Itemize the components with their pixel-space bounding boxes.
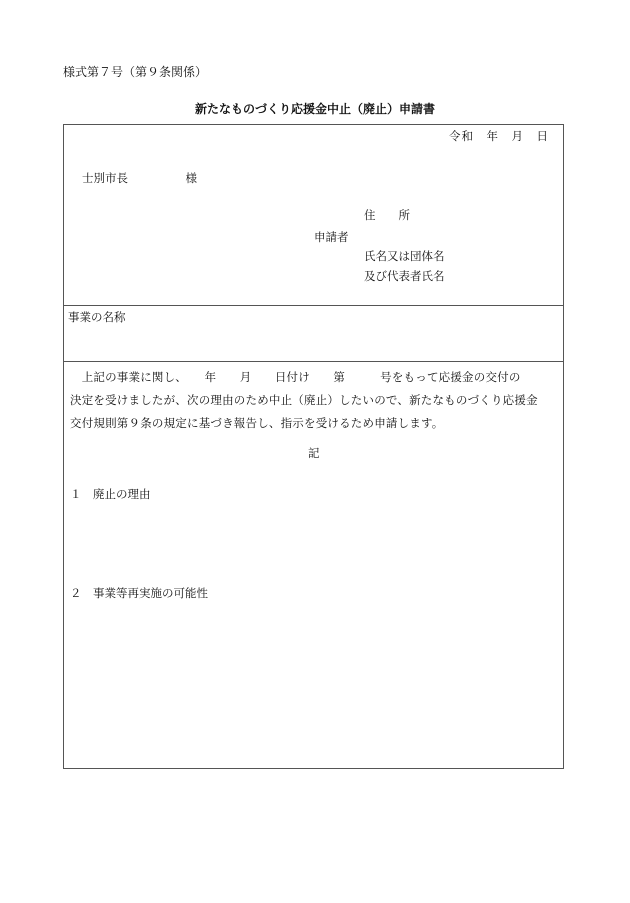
date-line: 令和 年 月 日 [449,129,549,143]
body-line-3: 交付規則第９条の規定に基づき報告し、指示を受けるため申請します。 [70,416,444,430]
ki-marker: 記 [308,446,320,460]
applicant-label: 申請者 [314,230,349,244]
divider-project-name [63,361,564,362]
address-label: 住 所 [364,208,410,222]
divider-applicant [63,305,564,306]
addressee: 士別市長 様 [82,171,197,185]
representative-label: 及び代表者氏名 [364,269,445,283]
name-label: 氏名又は団体名 [364,249,445,263]
body-line-2: 決定を受けましたが、次の理由のため中止（廃止）したいので、新たなものづくり応援金 [70,393,538,407]
form-title: 新たなものづくり応援金中止（廃止）申請書 [194,102,435,116]
item-resumption: ２ 事業等再実施の可能性 [70,586,208,600]
item-reason: １ 廃止の理由 [70,487,151,501]
form-number: 様式第７号（第９条関係） [63,65,208,79]
request-body [70,366,560,435]
body-line-1: 上記の事業に関し、 年 月 日付け 第 号をもって応援金の交付の [70,370,521,384]
project-name-label: 事業の名称 [68,310,126,324]
